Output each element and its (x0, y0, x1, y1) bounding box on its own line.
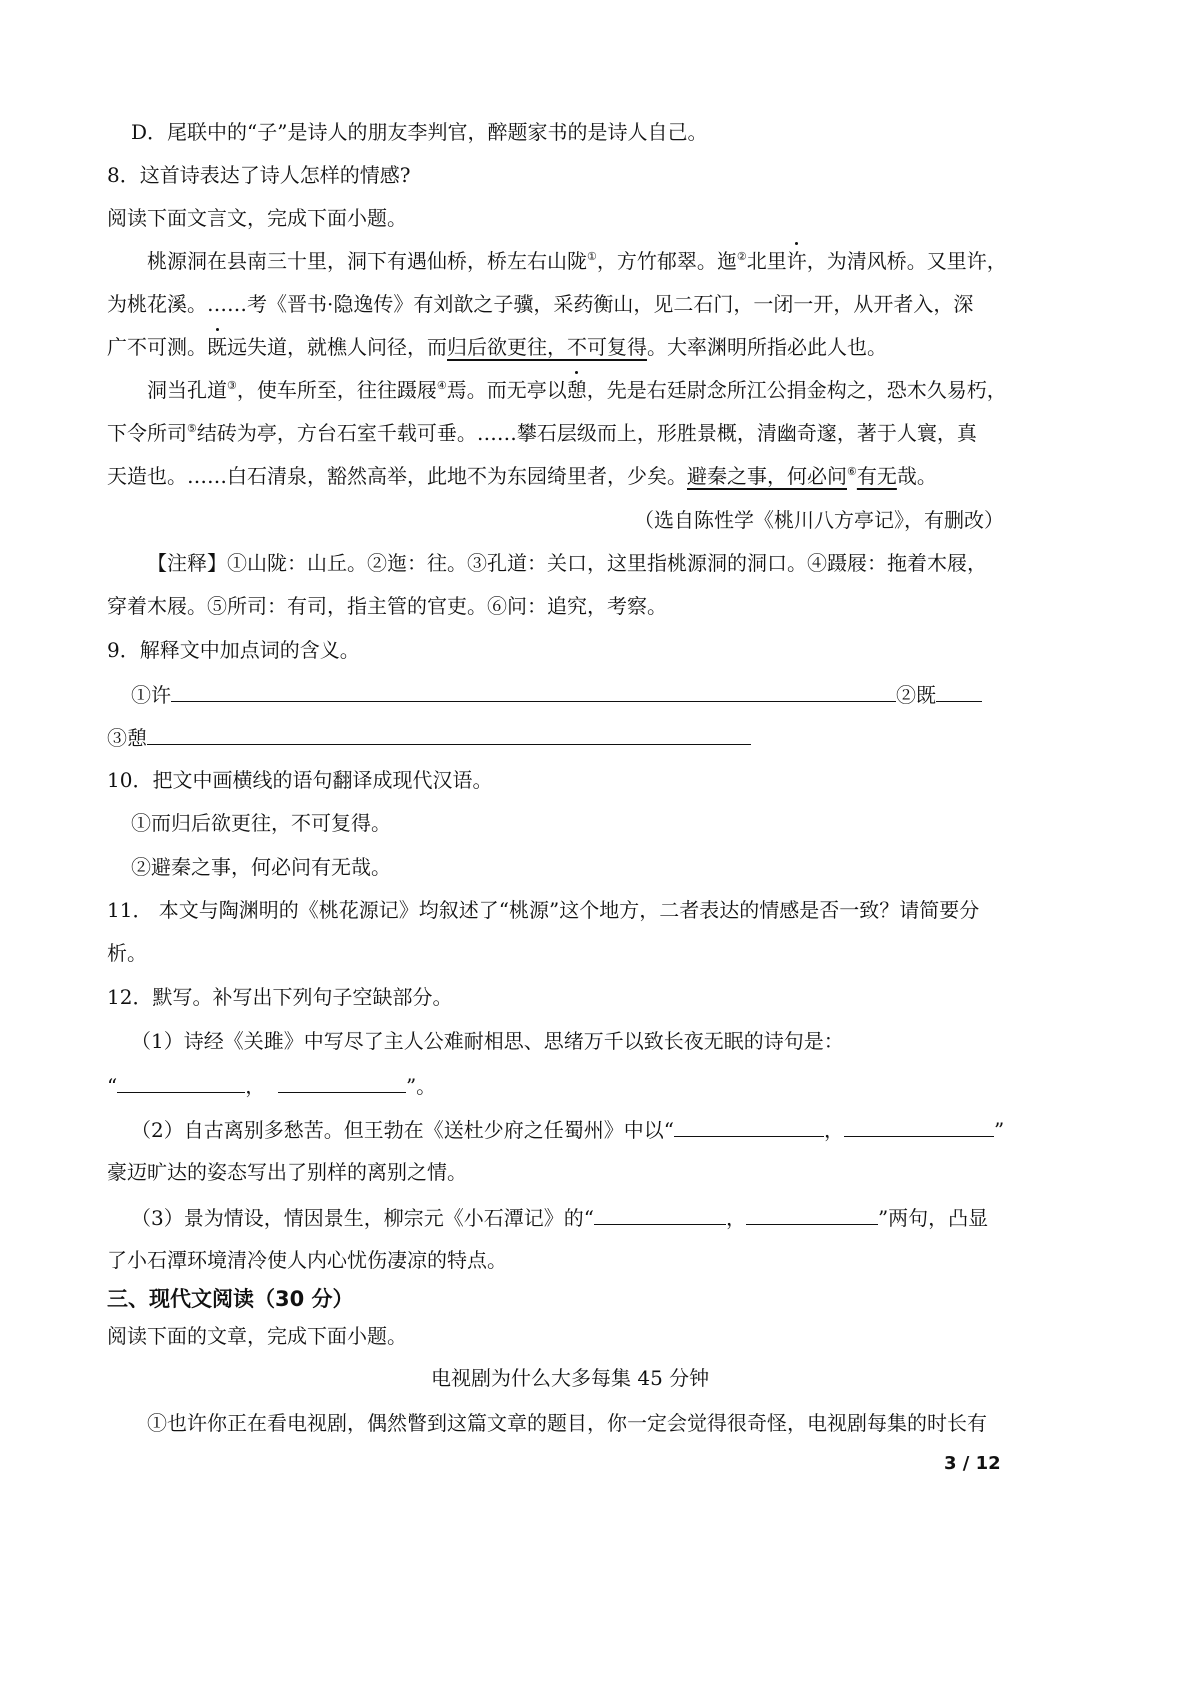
classical-p1-line3: 广不可测。既远失道，就樵人问径，而归后欲更往，不可复得。大率渊明所指必此人也。 (107, 335, 887, 359)
q9-item3-blank[interactable] (147, 722, 751, 745)
footnote-ref-2: ② (736, 250, 747, 263)
q8-question: 8．这首诗表达了诗人怎样的情感? (107, 163, 411, 187)
q10-question: 10．把文中画横线的语句翻译成现代汉语。 (107, 768, 493, 792)
q12-sub1-line2: “ ， ”。 (107, 1070, 436, 1100)
classical-p2-line2: 下令所司⑤结砖为亭，方台石室千载可垂。……攀石层级而上，形胜景概，清幽奇邃，著于人寰，真 (107, 421, 977, 445)
underlined-sentence-2a: 避秦之事，何必问 (687, 464, 847, 488)
classical-p1-line2: 为桃花溪。……考《晋书·隐逸传》有刘歆之子骥，采药衡山，见二石门，一闭一开，从开者入，深 (107, 292, 974, 316)
classical-p2-line1: 洞当孔道③，使车所至，往往蹑屐④焉。而无亭以憩，先是右廷尉念所江公捐金构之，恐木久易朽， (147, 378, 1007, 402)
q12-question: 12．默写。补写出下列句子空缺部分。 (107, 985, 453, 1009)
classical-p1-line1: 桃源洞在县南三十里，洞下有遇仙桥，桥左右山陇①，方竹郁翠。迤②北里许，为清风桥。又里许， (147, 249, 1007, 273)
classical-intro: 阅读下面文言文，完成下面小题。 (107, 206, 407, 230)
q12-sub2-line2: 豪迈旷达的姿态写出了别样的离别之情。 (107, 1160, 467, 1184)
footnote-ref-5: ⑤ (187, 422, 197, 435)
footnote-ref-1: ① (587, 250, 597, 263)
q7-option-d: D．尾联中的“子”是诗人的朋友李判官，醉题家书的是诗人自己。 (131, 120, 708, 144)
q9-item3-label: ③憩 (107, 726, 147, 750)
dotted-word-xu: 许 (786, 249, 807, 273)
page-number: 3 / 12 (944, 1453, 1001, 1474)
q10-item1: ①而归后欲更往，不可复得。 (131, 811, 391, 835)
section-heading-modern: 三、现代文阅读（30 分） (107, 1287, 354, 1311)
q9-item2-blank[interactable] (936, 679, 982, 702)
q12-sub1-blank2[interactable] (278, 1070, 406, 1093)
dotted-word-qi: 憩 (566, 378, 587, 402)
q12-sub3-line2: 了小石潭环境清冷使人内心忧伤凄凉的特点。 (107, 1248, 507, 1272)
q12-sub2-line1: （2）自古离别多愁苦。但王勃在《送杜少府之任蜀州》中以“ ， ” (131, 1114, 1004, 1144)
q10-item2: ②避秦之事，何必问有无哉。 (131, 855, 391, 879)
q12-sub1-blank1[interactable] (117, 1070, 245, 1093)
modern-intro: 阅读下面的文章，完成下面小题。 (107, 1324, 407, 1348)
notes-line2: 穿着木屐。⑤所司：有司，指主管的官吏。⑥问：追究，考察。 (107, 594, 667, 618)
q12-sub3-blank2[interactable] (746, 1202, 878, 1225)
q11-question-line1: 11． 本文与陶渊明的《桃花源记》均叙述了“桃源”这个地方，二者表达的情感是否一致？请简要分 (107, 898, 980, 922)
footnote-ref-3: ③ (227, 379, 237, 392)
underlined-sentence-1: 归后欲更往，不可复得 (447, 335, 647, 359)
classical-p2-line3: 天造也。……白石清泉，豁然高举，此地不为东园绮里者，少矣。避秦之事，何必问⑥有无哉。 (107, 464, 937, 488)
q12-sub3-line1: （3）景为情设，情因景生，柳宗元《小石潭记》的“ ， ”两句，凸显 (131, 1202, 988, 1232)
q12-sub2-blank2[interactable] (844, 1114, 994, 1137)
underlined-sentence-2b: 有无 (856, 464, 897, 488)
notes-line1: 【注释】①山陇：山丘。②迤：往。③孔道：关口，这里指桃源洞的洞口。④蹑屐：拖着木屐， (147, 551, 987, 575)
q9-answer-row2 (107, 722, 751, 752)
dotted-word-ji: 既 (207, 335, 227, 359)
q11-question-line2: 析。 (107, 941, 147, 965)
footnote-ref-6: ⑥ (847, 465, 857, 478)
q12-sub3-blank1[interactable] (594, 1202, 726, 1225)
q9-item1-label: ①许 (131, 683, 171, 707)
q12-sub2-blank1[interactable] (674, 1114, 824, 1137)
q9-item2-label: ②既 (896, 683, 936, 707)
footnote-ref-4: ④ (436, 379, 447, 392)
article-paragraph-1: ①也许你正在看电视剧，偶然瞥到这篇文章的题目，你一定会觉得很奇怪，电视剧每集的时长有 (147, 1411, 987, 1435)
q9-question: 9．解释文中加点词的含义。 (107, 638, 360, 662)
passage-source: （选自陈性学《桃川八方亭记》，有删改） (634, 508, 1004, 532)
q12-sub1-line1: （1）诗经《关雎》中写尽了主人公难耐相思、思绪万千以致长夜无眠的诗句是： (131, 1029, 844, 1053)
article-title: 电视剧为什么大多每集 45 分钟 (431, 1366, 710, 1390)
q9-answer-row1 (131, 679, 982, 709)
q9-item1-blank[interactable] (171, 679, 896, 702)
